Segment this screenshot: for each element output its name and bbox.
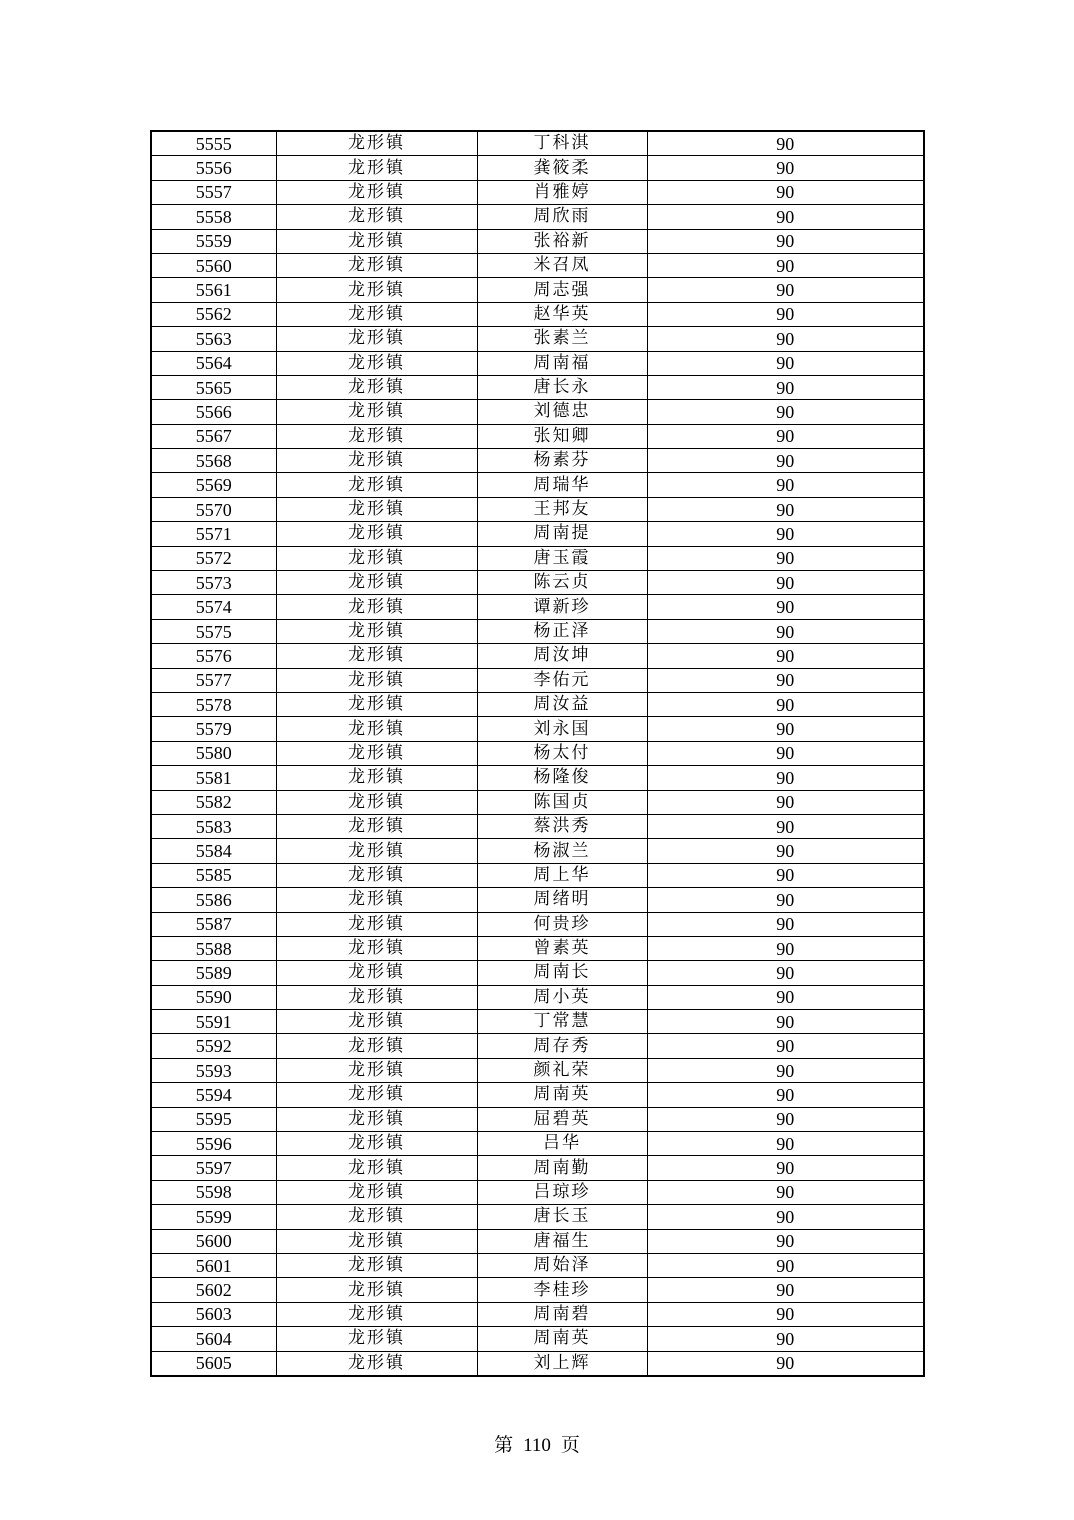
row-town-cell: 龙形镇: [276, 205, 477, 229]
row-town-cell: 龙形镇: [276, 668, 477, 692]
row-town-cell: 龙形镇: [276, 912, 477, 936]
row-town-cell: 龙形镇: [276, 1083, 477, 1107]
row-amount-cell: 90: [647, 522, 924, 546]
page-label-suffix: 页: [560, 1435, 580, 1456]
row-name-cell: 周南英: [477, 1083, 647, 1107]
row-name-cell: 周南长: [477, 961, 647, 985]
row-name-cell: 杨淑兰: [477, 839, 647, 863]
row-name-cell: 屈碧英: [477, 1107, 647, 1131]
row-id-cell: 5588: [151, 936, 276, 960]
table-row: [151, 668, 924, 692]
row-id-cell: 5599: [151, 1205, 276, 1229]
row-name-cell: 米召凤: [477, 253, 647, 277]
row-amount-cell: 90: [647, 1278, 924, 1302]
row-id-cell: 5555: [151, 131, 276, 156]
row-town-cell: 龙形镇: [276, 1327, 477, 1351]
table-row: [151, 1278, 924, 1302]
table-row: [151, 1229, 924, 1253]
table-row: [151, 692, 924, 716]
row-amount-cell: 90: [647, 473, 924, 497]
table-row: [151, 1156, 924, 1180]
row-amount-cell: 90: [647, 985, 924, 1009]
row-town-cell: 龙形镇: [276, 180, 477, 204]
row-amount-cell: 90: [647, 1083, 924, 1107]
row-id-cell: 5563: [151, 327, 276, 351]
row-name-cell: 张知卿: [477, 424, 647, 448]
row-id-cell: 5556: [151, 156, 276, 180]
row-town-cell: 龙形镇: [276, 1180, 477, 1204]
row-id-cell: 5564: [151, 351, 276, 375]
table-row: [151, 790, 924, 814]
row-name-cell: 刘上辉: [477, 1351, 647, 1376]
row-town-cell: 龙形镇: [276, 229, 477, 253]
roster-table-body: [151, 131, 924, 1376]
row-name-cell: 周汝益: [477, 692, 647, 716]
row-name-cell: 唐长玉: [477, 1205, 647, 1229]
table-row: [151, 400, 924, 424]
row-name-cell: 陈云贞: [477, 571, 647, 595]
row-amount-cell: 90: [647, 131, 924, 156]
page-number: 110: [523, 1435, 551, 1456]
row-town-cell: 龙形镇: [276, 473, 477, 497]
row-id-cell: 5575: [151, 619, 276, 643]
row-id-cell: 5598: [151, 1180, 276, 1204]
row-id-cell: 5601: [151, 1253, 276, 1277]
row-amount-cell: 90: [647, 961, 924, 985]
row-town-cell: 龙形镇: [276, 497, 477, 521]
row-name-cell: 杨太付: [477, 741, 647, 765]
row-name-cell: 周欣雨: [477, 205, 647, 229]
row-town-cell: 龙形镇: [276, 1132, 477, 1156]
row-id-cell: 5605: [151, 1351, 276, 1376]
row-amount-cell: 90: [647, 1205, 924, 1229]
row-town-cell: 龙形镇: [276, 351, 477, 375]
row-amount-cell: 90: [647, 302, 924, 326]
row-amount-cell: 90: [647, 717, 924, 741]
row-amount-cell: 90: [647, 814, 924, 838]
row-amount-cell: 90: [647, 888, 924, 912]
row-name-cell: 唐玉霞: [477, 546, 647, 570]
row-amount-cell: 90: [647, 1229, 924, 1253]
row-town-cell: 龙形镇: [276, 839, 477, 863]
row-amount-cell: 90: [647, 668, 924, 692]
table-row: [151, 1180, 924, 1204]
row-id-cell: 5568: [151, 449, 276, 473]
table-row: [151, 131, 924, 156]
row-amount-cell: 90: [647, 1034, 924, 1058]
table-row: [151, 229, 924, 253]
row-id-cell: 5597: [151, 1156, 276, 1180]
row-id-cell: 5569: [151, 473, 276, 497]
row-amount-cell: 90: [647, 619, 924, 643]
row-id-cell: 5592: [151, 1034, 276, 1058]
row-name-cell: 周小英: [477, 985, 647, 1009]
row-amount-cell: 90: [647, 1180, 924, 1204]
row-id-cell: 5576: [151, 644, 276, 668]
row-amount-cell: 90: [647, 327, 924, 351]
row-amount-cell: 90: [647, 180, 924, 204]
table-row: [151, 741, 924, 765]
row-amount-cell: 90: [647, 790, 924, 814]
row-name-cell: 唐长永: [477, 375, 647, 399]
row-amount-cell: 90: [647, 1253, 924, 1277]
row-id-cell: 5585: [151, 863, 276, 887]
row-name-cell: 刘德忠: [477, 400, 647, 424]
table-row: [151, 985, 924, 1009]
row-id-cell: 5583: [151, 814, 276, 838]
table-row: [151, 205, 924, 229]
table-row: [151, 1302, 924, 1326]
row-town-cell: 龙形镇: [276, 961, 477, 985]
row-id-cell: 5578: [151, 692, 276, 716]
row-town-cell: 龙形镇: [276, 1302, 477, 1326]
row-amount-cell: 90: [647, 375, 924, 399]
row-town-cell: 龙形镇: [276, 424, 477, 448]
row-town-cell: 龙形镇: [276, 888, 477, 912]
row-name-cell: 杨素芬: [477, 449, 647, 473]
row-amount-cell: 90: [647, 156, 924, 180]
row-town-cell: 龙形镇: [276, 302, 477, 326]
row-town-cell: 龙形镇: [276, 278, 477, 302]
row-id-cell: 5580: [151, 741, 276, 765]
row-amount-cell: 90: [647, 1107, 924, 1131]
row-id-cell: 5600: [151, 1229, 276, 1253]
row-town-cell: 龙形镇: [276, 449, 477, 473]
row-amount-cell: 90: [647, 1327, 924, 1351]
row-town-cell: 龙形镇: [276, 790, 477, 814]
row-id-cell: 5557: [151, 180, 276, 204]
row-amount-cell: 90: [647, 229, 924, 253]
table-row: [151, 327, 924, 351]
table-row: [151, 546, 924, 570]
row-town-cell: 龙形镇: [276, 1058, 477, 1082]
row-name-cell: 吕华: [477, 1132, 647, 1156]
table-row: [151, 936, 924, 960]
table-row: [151, 595, 924, 619]
row-town-cell: 龙形镇: [276, 717, 477, 741]
table-row: [151, 253, 924, 277]
table-row: [151, 1327, 924, 1351]
table-row: [151, 619, 924, 643]
page-label-prefix: 第: [494, 1435, 514, 1456]
row-id-cell: 5591: [151, 1010, 276, 1034]
row-town-cell: 龙形镇: [276, 1156, 477, 1180]
row-id-cell: 5590: [151, 985, 276, 1009]
row-amount-cell: 90: [647, 1351, 924, 1376]
row-name-cell: 杨隆俊: [477, 766, 647, 790]
row-id-cell: 5596: [151, 1132, 276, 1156]
row-id-cell: 5595: [151, 1107, 276, 1131]
row-amount-cell: 90: [647, 692, 924, 716]
row-id-cell: 5586: [151, 888, 276, 912]
row-name-cell: 杨正泽: [477, 619, 647, 643]
row-town-cell: 龙形镇: [276, 863, 477, 887]
row-amount-cell: 90: [647, 936, 924, 960]
row-amount-cell: 90: [647, 644, 924, 668]
row-name-cell: 周南英: [477, 1327, 647, 1351]
row-id-cell: 5587: [151, 912, 276, 936]
row-town-cell: 龙形镇: [276, 741, 477, 765]
row-name-cell: 赵华英: [477, 302, 647, 326]
row-amount-cell: 90: [647, 1302, 924, 1326]
row-amount-cell: 90: [647, 863, 924, 887]
row-name-cell: 李佑元: [477, 668, 647, 692]
table-row: [151, 522, 924, 546]
row-amount-cell: 90: [647, 424, 924, 448]
row-town-cell: 龙形镇: [276, 156, 477, 180]
table-row: [151, 302, 924, 326]
row-town-cell: 龙形镇: [276, 400, 477, 424]
row-town-cell: 龙形镇: [276, 327, 477, 351]
row-id-cell: 5584: [151, 839, 276, 863]
row-town-cell: 龙形镇: [276, 522, 477, 546]
row-town-cell: 龙形镇: [276, 985, 477, 1009]
row-name-cell: 蔡洪秀: [477, 814, 647, 838]
row-name-cell: 陈国贞: [477, 790, 647, 814]
row-name-cell: 周南勤: [477, 1156, 647, 1180]
row-name-cell: 周南提: [477, 522, 647, 546]
row-town-cell: 龙形镇: [276, 1229, 477, 1253]
row-name-cell: 李桂珍: [477, 1278, 647, 1302]
row-name-cell: 何贵珍: [477, 912, 647, 936]
row-id-cell: 5604: [151, 1327, 276, 1351]
table-row: [151, 839, 924, 863]
row-amount-cell: 90: [647, 839, 924, 863]
row-name-cell: 谭新珍: [477, 595, 647, 619]
table-row: [151, 1034, 924, 1058]
table-row: [151, 1107, 924, 1131]
row-name-cell: 刘永国: [477, 717, 647, 741]
table-row: [151, 1010, 924, 1034]
row-town-cell: 龙形镇: [276, 1253, 477, 1277]
row-amount-cell: 90: [647, 595, 924, 619]
row-id-cell: 5579: [151, 717, 276, 741]
table-row: [151, 278, 924, 302]
row-name-cell: 唐福生: [477, 1229, 647, 1253]
row-id-cell: 5565: [151, 375, 276, 399]
row-id-cell: 5567: [151, 424, 276, 448]
row-id-cell: 5582: [151, 790, 276, 814]
row-id-cell: 5581: [151, 766, 276, 790]
row-amount-cell: 90: [647, 1010, 924, 1034]
row-name-cell: 周始泽: [477, 1253, 647, 1277]
row-id-cell: 5574: [151, 595, 276, 619]
row-amount-cell: 90: [647, 400, 924, 424]
row-name-cell: 周志强: [477, 278, 647, 302]
row-id-cell: 5558: [151, 205, 276, 229]
row-amount-cell: 90: [647, 741, 924, 765]
table-row: [151, 1083, 924, 1107]
table-row: [151, 644, 924, 668]
row-town-cell: 龙形镇: [276, 766, 477, 790]
row-name-cell: 周汝坤: [477, 644, 647, 668]
row-amount-cell: 90: [647, 546, 924, 570]
row-name-cell: 周上华: [477, 863, 647, 887]
row-amount-cell: 90: [647, 351, 924, 375]
row-town-cell: 龙形镇: [276, 1205, 477, 1229]
table-row: [151, 156, 924, 180]
row-town-cell: 龙形镇: [276, 375, 477, 399]
table-row: [151, 1351, 924, 1376]
row-name-cell: 吕琼珍: [477, 1180, 647, 1204]
table-row: [151, 814, 924, 838]
row-town-cell: 龙形镇: [276, 1010, 477, 1034]
table-row: [151, 717, 924, 741]
row-amount-cell: 90: [647, 571, 924, 595]
table-row: [151, 424, 924, 448]
row-id-cell: 5577: [151, 668, 276, 692]
row-town-cell: 龙形镇: [276, 1034, 477, 1058]
row-amount-cell: 90: [647, 449, 924, 473]
row-town-cell: 龙形镇: [276, 692, 477, 716]
row-town-cell: 龙形镇: [276, 619, 477, 643]
row-name-cell: 张裕新: [477, 229, 647, 253]
row-town-cell: 龙形镇: [276, 936, 477, 960]
row-town-cell: 龙形镇: [276, 1351, 477, 1376]
table-row: [151, 863, 924, 887]
row-name-cell: 曾素英: [477, 936, 647, 960]
row-name-cell: 周南碧: [477, 1302, 647, 1326]
table-row: [151, 449, 924, 473]
row-id-cell: 5593: [151, 1058, 276, 1082]
row-id-cell: 5560: [151, 253, 276, 277]
row-town-cell: 龙形镇: [276, 814, 477, 838]
table-row: [151, 961, 924, 985]
row-name-cell: 张素兰: [477, 327, 647, 351]
table-row: [151, 571, 924, 595]
row-town-cell: 龙形镇: [276, 595, 477, 619]
row-id-cell: 5603: [151, 1302, 276, 1326]
row-town-cell: 龙形镇: [276, 571, 477, 595]
row-id-cell: 5562: [151, 302, 276, 326]
row-amount-cell: 90: [647, 497, 924, 521]
row-name-cell: 周瑞华: [477, 473, 647, 497]
row-name-cell: 龚筱柔: [477, 156, 647, 180]
row-amount-cell: 90: [647, 253, 924, 277]
row-town-cell: 龙形镇: [276, 1278, 477, 1302]
table-row: [151, 473, 924, 497]
row-town-cell: 龙形镇: [276, 253, 477, 277]
row-name-cell: 周绪明: [477, 888, 647, 912]
row-name-cell: 丁科淇: [477, 131, 647, 156]
row-amount-cell: 90: [647, 912, 924, 936]
row-amount-cell: 90: [647, 278, 924, 302]
table-row: [151, 180, 924, 204]
row-amount-cell: 90: [647, 205, 924, 229]
row-town-cell: 龙形镇: [276, 1107, 477, 1131]
table-row: [151, 1058, 924, 1082]
row-town-cell: 龙形镇: [276, 546, 477, 570]
row-name-cell: 周南福: [477, 351, 647, 375]
row-name-cell: 肖雅婷: [477, 180, 647, 204]
row-id-cell: 5602: [151, 1278, 276, 1302]
row-id-cell: 5561: [151, 278, 276, 302]
row-amount-cell: 90: [647, 766, 924, 790]
row-name-cell: 周存秀: [477, 1034, 647, 1058]
table-row: [151, 497, 924, 521]
row-id-cell: 5589: [151, 961, 276, 985]
row-amount-cell: 90: [647, 1132, 924, 1156]
row-id-cell: 5566: [151, 400, 276, 424]
row-town-cell: 龙形镇: [276, 131, 477, 156]
page-footer: [0, 1430, 1074, 1457]
row-id-cell: 5570: [151, 497, 276, 521]
table-row: [151, 1132, 924, 1156]
row-id-cell: 5572: [151, 546, 276, 570]
roster-table: [150, 130, 925, 1377]
row-name-cell: 颜礼荣: [477, 1058, 647, 1082]
row-amount-cell: 90: [647, 1058, 924, 1082]
row-id-cell: 5571: [151, 522, 276, 546]
table-row: [151, 766, 924, 790]
row-id-cell: 5594: [151, 1083, 276, 1107]
table-row: [151, 912, 924, 936]
table-row: [151, 888, 924, 912]
table-row: [151, 351, 924, 375]
row-id-cell: 5573: [151, 571, 276, 595]
row-name-cell: 王邦友: [477, 497, 647, 521]
table-row: [151, 375, 924, 399]
table-row: [151, 1253, 924, 1277]
row-amount-cell: 90: [647, 1156, 924, 1180]
row-id-cell: 5559: [151, 229, 276, 253]
row-town-cell: 龙形镇: [276, 644, 477, 668]
table-row: [151, 1205, 924, 1229]
row-name-cell: 丁常慧: [477, 1010, 647, 1034]
